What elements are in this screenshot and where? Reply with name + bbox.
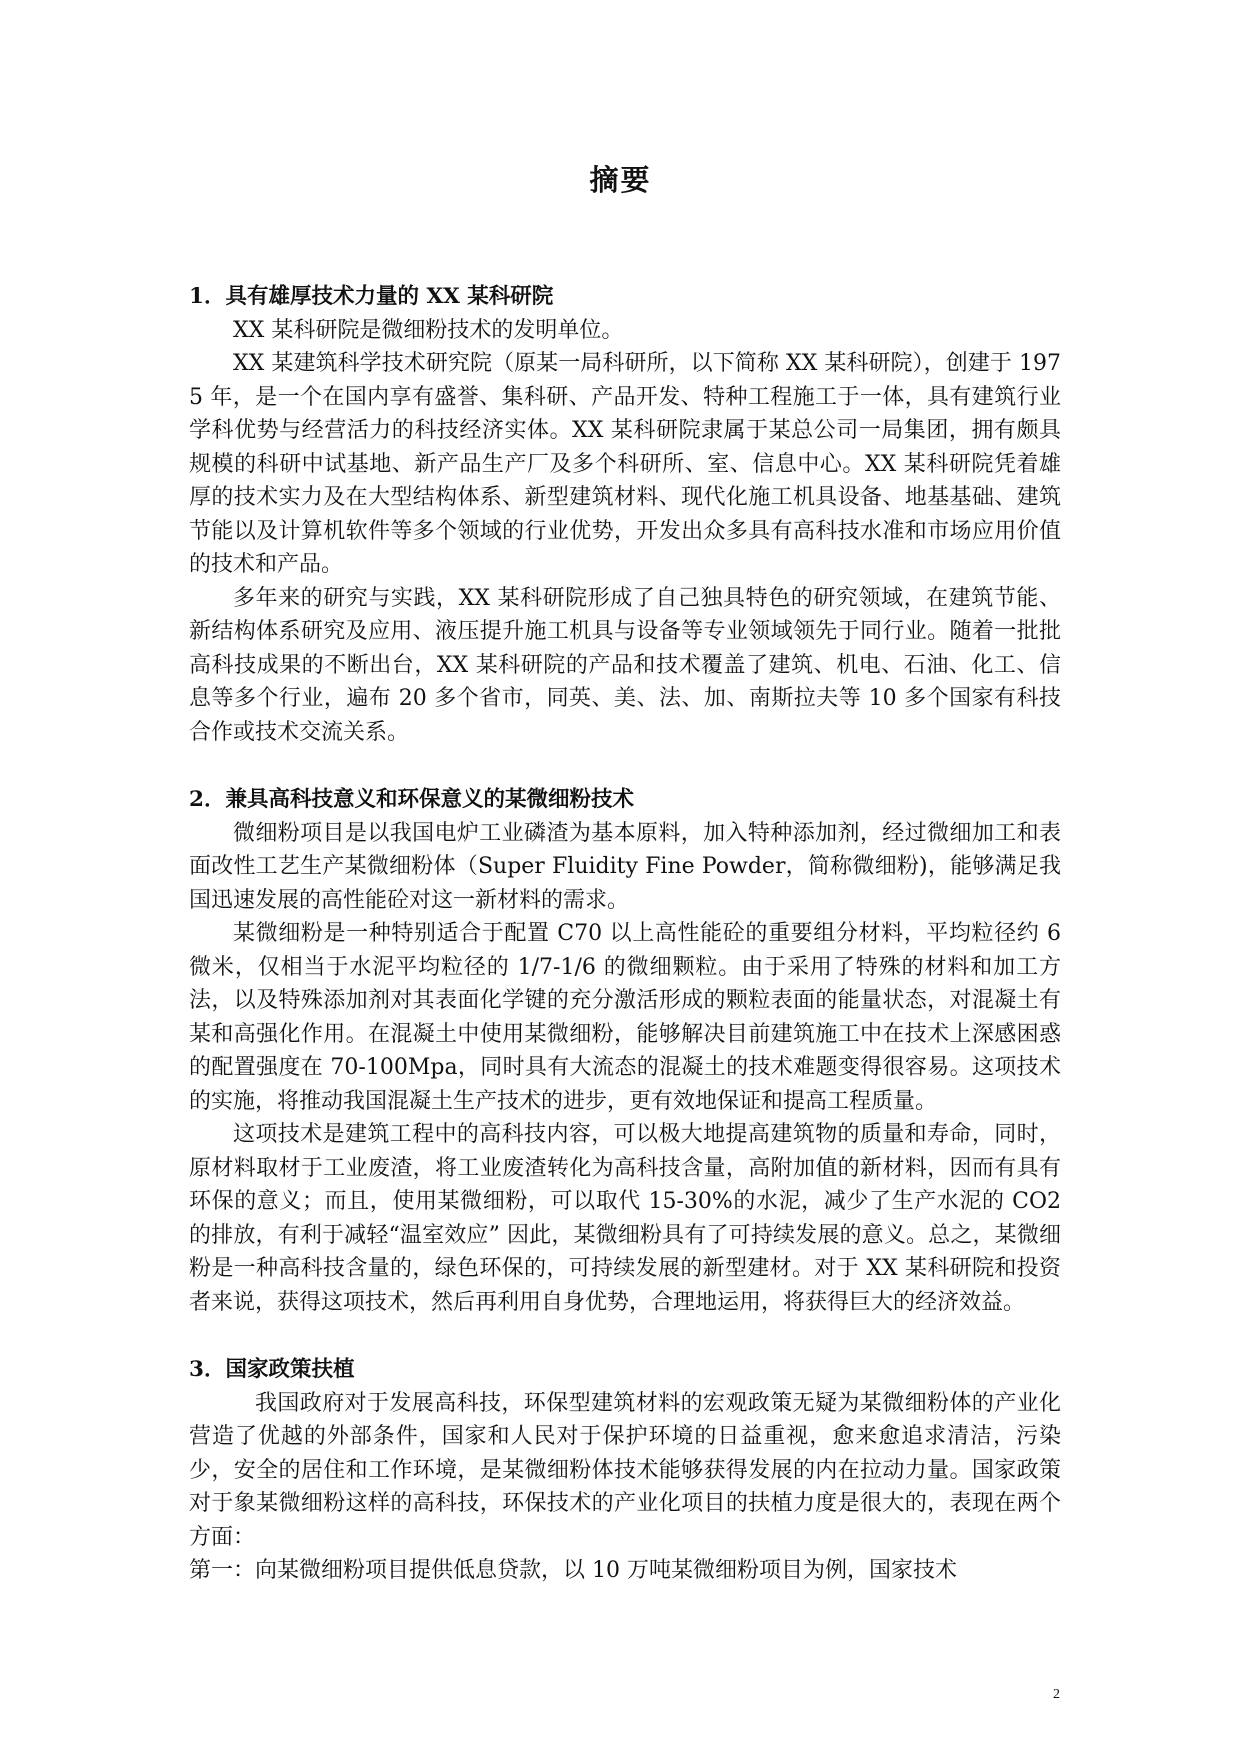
document-body <box>189 280 1061 1588</box>
paragraph: XX 某建筑科学技术研究院（原某一局科研所，以下简称 XX 某科研院），创建于 1975 年，是一个在国内享有盛誉、集科研、产品开发、特种工程施工于一体，具有建筑行业学科优势与经营活力的科技经济实体。XX 某科研院隶属于某总公司一局集团，拥有颇具规模的科研中试基地、新产品生产厂及多个科研所、室、信息中心。XX 某科研院凭着雄厚的技术实力及在大型结构体系、新型建筑材料、现代化施工机具设备、地基基础、建筑节能以及计算机软件等多个领域的行业优势，开发出众多具有高科技水准和市场应用价值的技术和产品。 <box>189 351 1061 577</box>
section-heading: 1．具有雄厚技术力量的 XX 某科研院 <box>189 284 554 309</box>
page-title: 摘要 <box>589 163 652 197</box>
section-heading: 2．兼具高科技意义和环保意义的某微细粉技术 <box>189 787 634 812</box>
paragraph: 多年来的研究与实践，XX 某科研院形成了自己独具特色的研究领域，在建筑节能、新结构体系研究及应用、液压提升施工机具与设备等专业领域领先于同行业。随着一批批高科技成果的不断出台，XX 某科研院的产品和技术覆盖了建筑、机电、石油、化工、信息等多个行业，遍布 20 多个省市，同英、美、法、加、南斯拉夫等 10 多个国家有科技合作或技术交流关系。 <box>189 585 1061 745</box>
paragraph: 这项技术是建筑工程中的高科技内容，可以极大地提高建筑物的质量和寿命，同时，原材料取材于工业废渣，将工业废渣转化为高科技含量，高附加值的新材料，因而有具有环保的意义；而且，使用某微细粉，可以取代 15-30%的水泥，减少了生产水泥的 CO2 的排放，有利于减轻“温室效应” 因此，某微细粉具有了可持续发展的意义。总之，某微细粉是一种高科技含量的，绿色环保的，可持续发展的新型建材。对于 XX 某科研院和投资者来说，获得这项技术，然后再利用自身优势，合理地运用，将获得巨大的经济效益。 <box>189 1122 1061 1315</box>
section-spacer <box>189 749 1061 783</box>
paragraph: XX 某科研院是微细粉技术的发明单位。 <box>233 317 624 343</box>
page-number: 2 <box>1053 1687 1060 1702</box>
paragraph: 第一：向某微细粉项目提供低息贷款，以 10 万吨某微细粉项目为例，国家技术 <box>189 1558 957 1583</box>
paragraph: 微细粉项目是以我国电炉工业磷渣为基本原料，加入特种添加剂，经过微细加工和表面改性工艺生产某微细粉体（Super Fluidity Fine Powder，简称微细粉)，能够满足我国迅速发展的高性能砼对这一新材料的需求。 <box>189 820 1061 913</box>
paragraph: 我国政府对于发展高科技，环保型建筑材料的宏观政策无疑为某微细粉体的产业化营造了优越的外部条件，国家和人民对于保护环境的日益重视，愈来愈追求清洁，污染少，安全的居住和工作环境，是某微细粉体技术能够获得发展的内在拉动力量。国家政策对于象某微细粉这样的高科技，环保技术的产业化项目的扶植力度是很大的，表现在两个方面： <box>189 1390 1061 1550</box>
section-spacer <box>189 1319 1061 1353</box>
section-3 <box>189 1353 1061 1588</box>
section-heading: 3．国家政策扶植 <box>189 1357 355 1382</box>
section-1 <box>189 280 1061 749</box>
paragraph: 某微细粉是一种特别适合于配置 C70 以上高性能砼的重要组分材料，平均粒径约 6 微米，仅相当于水泥平均粒径的 1/7-1/6 的微细颗粒。由于采用了特殊的材料和加工方法，以及特殊添加剂对其表面化学键的充分激活形成的颗粒表面的能量状态，对混凝土有某和高强化作用。在混凝土中使用某微细粉，能够解决目前建筑施工中在技术上深感困惑的配置强度在 70-100Mpa，同时具有大流态的混凝土的技术难题变得很容易。这项技术的实施，将推动我国混凝土生产技术的进步，更有效地保证和提高工程质量。 <box>189 921 1061 1114</box>
section-2 <box>189 783 1061 1319</box>
